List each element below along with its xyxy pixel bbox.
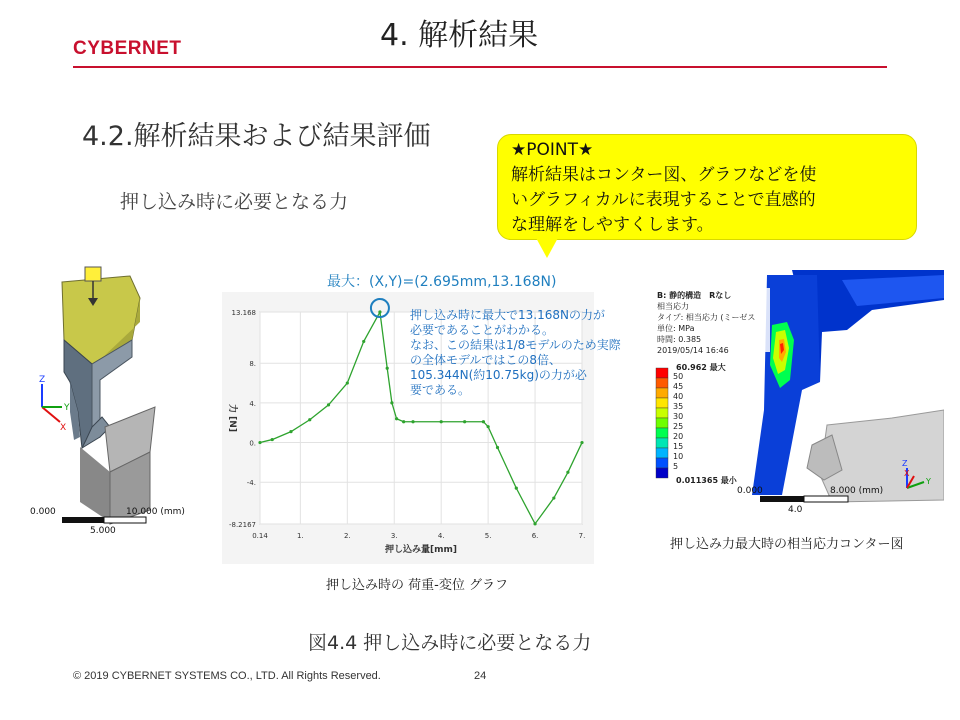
x-tick-label: 5. — [484, 532, 492, 540]
data-point — [395, 417, 398, 420]
data-point — [327, 403, 330, 406]
annotation-line: 要である。 — [410, 383, 471, 397]
page-number: 24 — [474, 670, 487, 682]
figure-caption: 図4.4 押し込み時に必要となる力 — [308, 632, 592, 654]
contour-scale-black — [760, 496, 804, 502]
left-model-view — [30, 262, 205, 542]
data-point — [482, 420, 485, 423]
legend-min-label: 0.011365 最小 — [676, 476, 737, 485]
gray-block-left — [80, 447, 110, 522]
slide-title: 4. 解析結果 — [380, 18, 539, 53]
legend-tick-label: 40 — [673, 392, 684, 401]
contour-header-line: B: 静的構造 Rなし — [657, 291, 732, 300]
data-point — [271, 438, 274, 441]
max-point-label: 最大：(X,Y)=(2.695mm,13.168N) — [327, 274, 557, 290]
data-point — [390, 401, 393, 404]
data-point — [386, 367, 389, 370]
y-tick-label: 13.168 — [231, 309, 256, 317]
data-point — [362, 340, 365, 343]
scale-left: 0.000 — [30, 507, 56, 517]
legend-swatch — [656, 398, 668, 408]
data-point — [346, 381, 349, 384]
data-point — [402, 420, 405, 423]
contour-header-line: 単位: MPa — [657, 324, 695, 333]
callout-line: な理解をしやすくします。 — [511, 215, 714, 235]
contour-scale-white — [804, 496, 848, 502]
legend-tick-label: 5 — [673, 462, 679, 471]
contour-scale-mid: 4.0 — [788, 505, 803, 515]
callout-line: いグラフィカルに表現することで直感的 — [511, 190, 816, 210]
legend-swatch — [656, 428, 668, 438]
legend-swatch — [656, 438, 668, 448]
legend-swatch — [656, 448, 668, 458]
legend-swatch — [656, 408, 668, 418]
x-tick-label: 1. — [297, 532, 304, 540]
scale-bar-white — [104, 517, 146, 523]
x-tick-label: 0.14 — [252, 532, 268, 540]
company-logo: CYBERNET — [73, 38, 182, 59]
contour-scale-right: 8.000 (mm) — [830, 486, 884, 496]
contour-header-line: 2019/05/14 16:46 — [657, 346, 729, 355]
chart-ylabel: 力 [N] — [227, 404, 237, 432]
x-tick-label: 3. — [390, 532, 398, 540]
x-tick-label: 6. — [531, 532, 539, 540]
callout-tail — [535, 236, 559, 258]
axis-label-x: X — [60, 423, 67, 433]
y-tick-label: 4. — [249, 399, 256, 408]
y-tick-label: 0. — [249, 439, 256, 448]
subheading: 押し込み時に必要となる力 — [120, 191, 349, 213]
legend-tick-label: 50 — [673, 372, 684, 381]
legend-max-label: 60.962 最大 — [676, 363, 726, 372]
copyright: © 2019 CYBERNET SYSTEMS CO., LTD. All Rights Reserved. — [73, 670, 381, 682]
legend-swatch — [656, 368, 668, 378]
legend-swatch — [656, 378, 668, 388]
legend-swatch — [656, 468, 668, 478]
annotation-line: なお、この結果は1/8モデルのため実際 — [410, 338, 621, 352]
data-point — [566, 471, 569, 474]
contour-scale-left: 0.000 — [737, 486, 763, 496]
legend-tick-label: 25 — [673, 422, 684, 431]
x-tick-label: 4. — [437, 532, 445, 540]
data-point — [580, 441, 583, 444]
data-point — [411, 420, 414, 423]
chart-caption: 押し込み時の 荷重-変位 グラフ — [326, 578, 508, 593]
data-point — [378, 310, 381, 313]
data-point — [496, 446, 499, 449]
contour-header — [657, 290, 755, 356]
data-point — [258, 441, 261, 444]
legend-tick-label: 30 — [673, 412, 684, 421]
annotation-line: 押し込み時に最大で13.168Nの力が — [410, 308, 605, 322]
annotation-line: の全体モデルではこの8倍、 — [410, 353, 562, 367]
chart-annotation — [410, 308, 625, 398]
callout-text — [511, 138, 909, 238]
contour-axis-label-x: X — [904, 469, 910, 478]
legend-tick-label: 15 — [673, 442, 684, 451]
axis-label-z: Z — [39, 375, 46, 385]
y-tick-label: -4. — [246, 479, 256, 488]
contour-axis-label-z: Z — [902, 459, 908, 468]
contour-header-line: 時間: 0.385 — [657, 335, 702, 344]
x-tick-label: 2. — [343, 532, 351, 540]
load-box — [85, 267, 101, 281]
data-point — [440, 420, 443, 423]
chart-xlabel: 押し込み量[mm] — [385, 545, 457, 555]
legend-tick-label: 20 — [673, 432, 684, 441]
data-point — [552, 496, 555, 499]
data-point — [289, 430, 292, 433]
x-axis-icon — [42, 407, 60, 422]
data-point — [463, 420, 466, 423]
annotation-line: 105.344N(約10.75kg)の力が必 — [410, 368, 587, 382]
x-tick-label: 7. — [578, 532, 586, 540]
axis-label-y: Y — [64, 403, 70, 413]
data-point — [515, 487, 518, 490]
y-tick-label: -8.2167 — [228, 521, 256, 529]
annotation-line: 必要であることがわかる。 — [410, 323, 555, 337]
contour-caption: 押し込み力最大時の相当応力コンター図 — [670, 537, 904, 552]
legend-swatch — [656, 418, 668, 428]
section-title: 4.2.解析結果および結果評価 — [82, 121, 431, 152]
contour-axis-label-y: Y — [926, 477, 931, 486]
legend-tick-label: 10 — [673, 452, 684, 461]
data-point — [308, 418, 311, 421]
contour-header-line: タイプ: 相当応力 (ミーゼス — [657, 313, 756, 322]
legend-swatch — [656, 388, 668, 398]
legend-tick-label: 45 — [673, 382, 684, 391]
y-tick-label: 8. — [249, 360, 256, 369]
callout-line: ★POINT★ — [511, 140, 594, 160]
data-point — [533, 522, 536, 525]
scale-mid: 5.000 — [90, 526, 116, 536]
scale-bar-black — [62, 517, 104, 523]
scale-right: 10.000 (mm) — [126, 507, 185, 517]
header-divider — [73, 66, 887, 68]
legend-swatch — [656, 458, 668, 468]
legend-tick-label: 35 — [673, 402, 684, 411]
data-point — [487, 425, 490, 428]
contour-header-line: 相当応力 — [657, 302, 689, 311]
callout-line: 解析結果はコンター図、グラフなどを使 — [511, 165, 817, 185]
contour-legend — [656, 368, 668, 478]
